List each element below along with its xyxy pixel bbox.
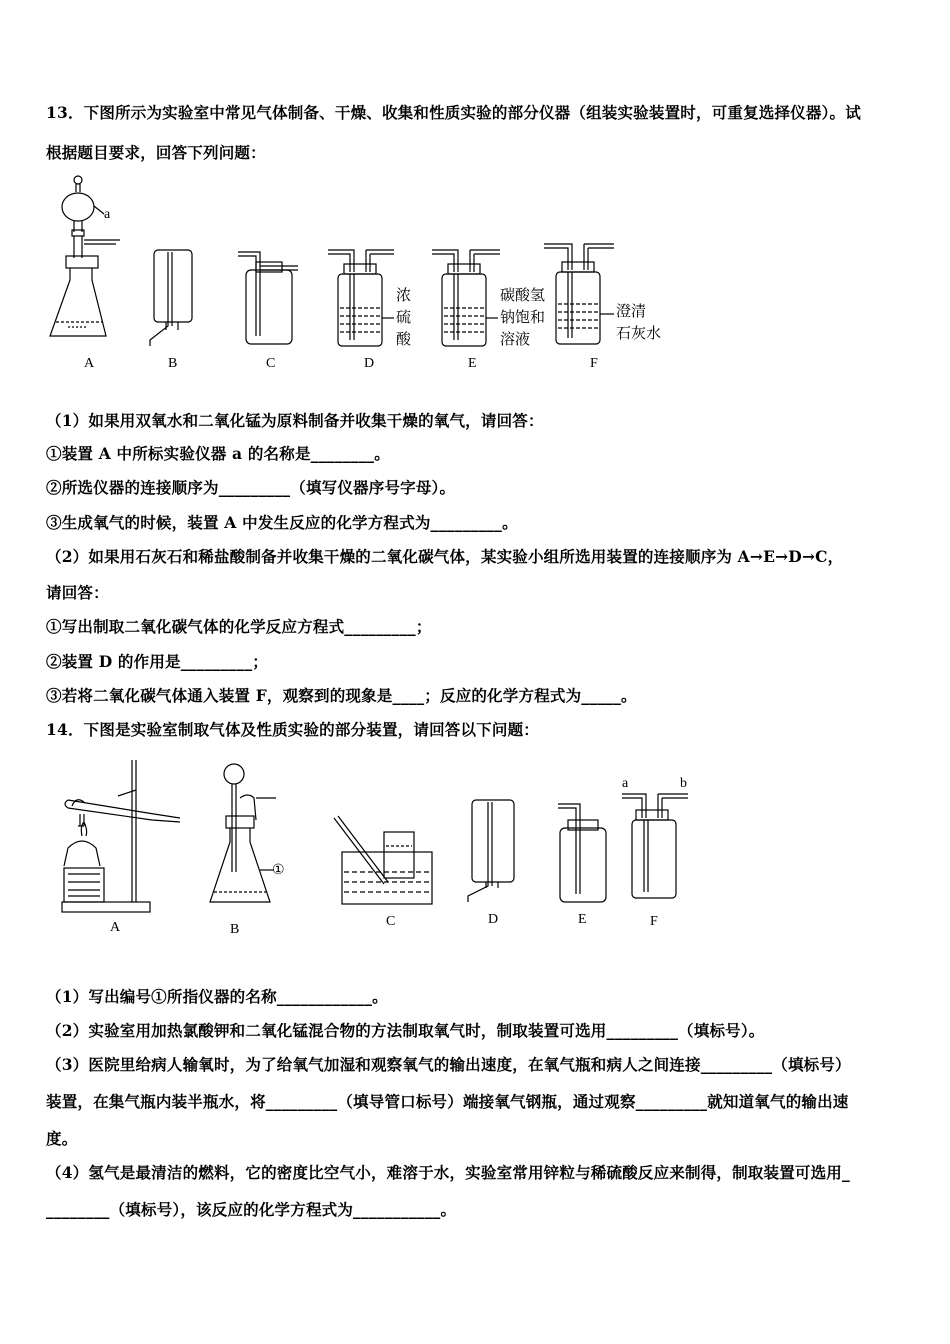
q13-part2: （2）如果用石灰石和稀盐酸制备并收集干燥的二氧化碳气体，某实验小组所选用装置的连接顺序为 A→E→D→C， xyxy=(46,547,844,566)
apparatus-c-water-trough xyxy=(330,812,440,908)
q14-label-D: D xyxy=(488,912,499,927)
q13-stem-line2: 根据题目要求，回答下列问题： xyxy=(46,143,266,162)
q14-label-B: B xyxy=(230,922,240,937)
label-e-reagent-1: 碳酸氢 xyxy=(500,286,546,304)
q14-part2: （2）实验室用加热氯酸钾和二氧化锰混合物的方法制取氧气时，制取装置可选用_________（填标号）。 xyxy=(46,1021,765,1040)
q14-marker-1: ① xyxy=(272,863,285,878)
apparatus-d-inverted-bottle xyxy=(466,796,522,906)
apparatus-b-inverted-bottle xyxy=(148,246,198,356)
apparatus-e-wash-bottle xyxy=(430,246,502,350)
q13-part1-item1: ①装置 A 中所标实验仪器 a 的名称是________。 xyxy=(46,444,390,463)
apparatus-c-gas-bottle xyxy=(236,248,302,348)
label-d-reagent-2: 硫 xyxy=(396,308,412,326)
label-d-reagent-3: 酸 xyxy=(396,330,412,348)
q14-label-a-tube: a xyxy=(622,776,629,791)
q13-part2-item3: ③若将二氧化碳气体通入装置 F，观察到的现象是____；反应的化学方程式为_____。 xyxy=(46,686,637,705)
q13-part1: （1）如果用双氧水和二氧化锰为原料制备并收集干燥的氧气，请回答： xyxy=(46,411,544,430)
label-d-reagent-1: 浓 xyxy=(396,286,412,304)
apparatus-d-wash-bottle xyxy=(326,246,396,350)
q14-part3-line1: （3）医院里给病人输氧时，为了给氧气加湿和观察氧气的输出速度，在氧气瓶和病人之间连接_________（填标号） xyxy=(46,1055,851,1074)
apparatus-a-flask-funnel xyxy=(48,172,138,352)
q13-part2-item2: ②装置 D 的作用是_________； xyxy=(46,652,268,671)
label-a-funnel: a xyxy=(104,207,111,222)
q14-label-F: F xyxy=(650,914,658,929)
q13-part2-item1: ①写出制取二氧化碳气体的化学反应方程式_________； xyxy=(46,617,432,636)
q14-stem: 14．下图是实验室制取气体及性质实验的部分装置，请回答以下问题： xyxy=(46,720,539,739)
q14-part4-line1: （4）氢气是最清洁的燃料，它的密度比空气小，难溶于水，实验室常用锌粒与稀硫酸反应来制得，制取装置可选用_ xyxy=(46,1163,850,1182)
q14-label-b-tube: b xyxy=(680,776,687,791)
q13-part2-cont: 请回答： xyxy=(46,583,109,602)
label-B: B xyxy=(168,356,178,371)
label-D: D xyxy=(364,356,375,371)
label-F: F xyxy=(590,356,598,371)
label-e-reagent-3: 溶液 xyxy=(500,330,531,348)
apparatus-e-gas-bottle xyxy=(556,800,612,906)
label-f-reagent-1: 澄清 xyxy=(616,302,647,320)
label-A: A xyxy=(84,356,95,371)
apparatus-f-two-tube-bottle xyxy=(618,788,694,904)
q14-label-A: A xyxy=(110,920,121,935)
q14-label-E: E xyxy=(578,912,587,927)
q14-part3-line2: 装置，在集气瓶内装半瓶水，将_________（填导管口标号）端接氧气钢瓶，通过观察_________就知道氧气的输出速 xyxy=(46,1092,849,1111)
label-e-reagent-2: 钠饱和 xyxy=(500,308,546,326)
q13-stem-line1: 13．下图所示为实验室中常见气体制备、干燥、收集和性质实验的部分仪器（组装实验装置时，可重复选择仪器）。试 xyxy=(46,103,861,122)
apparatus-b-flask-funnel xyxy=(204,762,294,912)
apparatus-a-heating-stand xyxy=(58,756,188,916)
q14-part1: （1）写出编号①所指仪器的名称____________。 xyxy=(46,987,388,1006)
label-f-reagent-2: 石灰水 xyxy=(616,324,662,342)
q13-part1-item3: ③生成氧气的时候，装置 A 中发生反应的化学方程式为_________。 xyxy=(46,513,518,532)
label-E: E xyxy=(468,356,477,371)
q13-part1-item2: ②所选仪器的连接顺序为_________（填写仪器序号字母）。 xyxy=(46,478,456,497)
apparatus-f-wash-bottle xyxy=(542,240,618,350)
q14-label-C: C xyxy=(386,914,396,929)
q14-part3-line3: 度。 xyxy=(46,1129,78,1148)
q14-part4-line2: ________（填标号），该反应的化学方程式为___________。 xyxy=(46,1200,457,1219)
label-C: C xyxy=(266,356,276,371)
